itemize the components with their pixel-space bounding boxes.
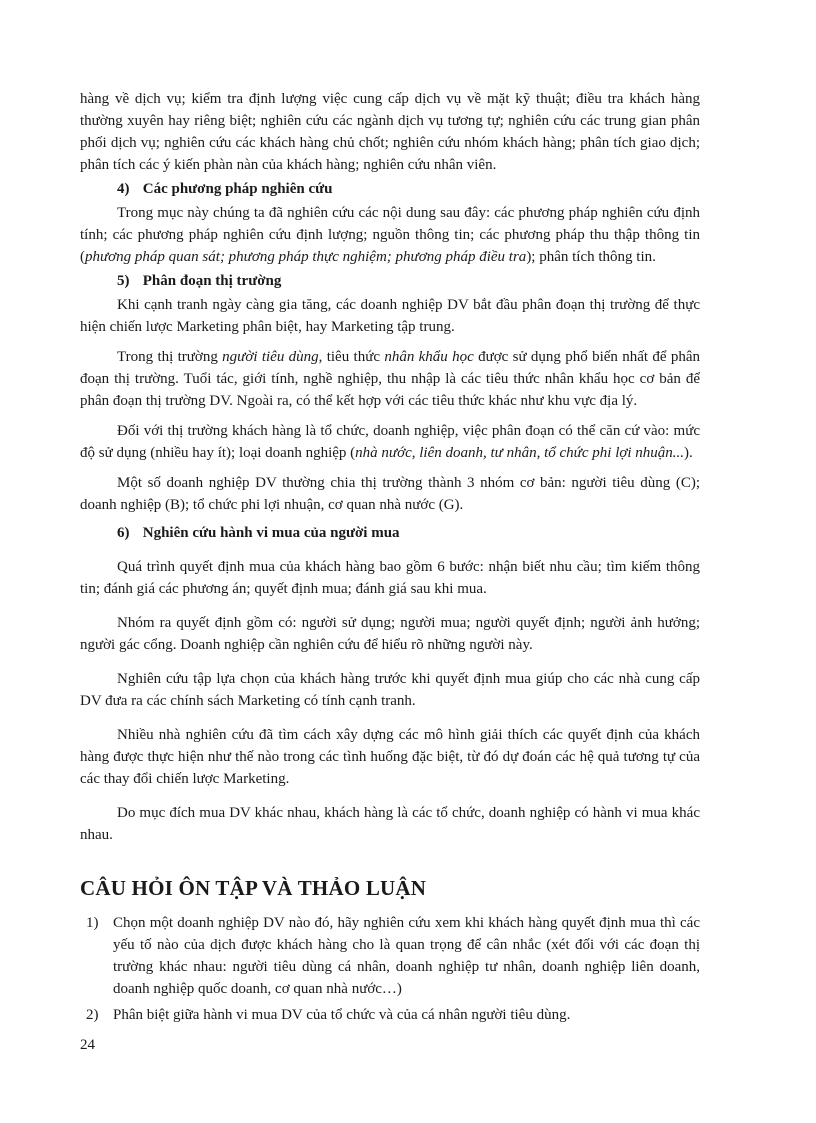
section-5-heading xyxy=(117,270,700,292)
section-5-paragraph-4: Một số doanh nghiệp DV thường chia thị trường thành 3 nhóm cơ bản: người tiêu dùng (C); doanh nghiệp (B); tổ chức phi lợi nhuận, cơ quan nhà nước (G). xyxy=(80,475,700,513)
question-number: 1) xyxy=(86,915,99,931)
section-6-number: 6) xyxy=(117,525,130,541)
review-question-list xyxy=(80,912,700,1026)
section-6-title: Nghiên cứu hành vi mua của người mua xyxy=(142,525,400,541)
section-5-emphasis-consumer: người tiêu dùng xyxy=(222,349,319,365)
review-section-title: CÂU HỎI ÔN TẬP VÀ THẢO LUẬN xyxy=(80,876,427,900)
section-6-heading xyxy=(117,522,700,544)
question-text: Chọn một doanh nghiệp DV nào đó, hãy nghiên cứu xem khi khách hàng quyết định mua thì các yếu tố nào của dịch được khách hàng cho là quan trọng để cân nhắc (xét đối với các đoạn thị trường khác nhau: người tiêu dùng cá nhân, doanh nghiệp tư nhân, doanh nghiệp liên doanh, doanh nghiệp quốc doanh, cơ quan nhà nước…) xyxy=(113,915,700,997)
section-4-number: 4) xyxy=(117,181,130,197)
review-question xyxy=(80,912,700,1000)
section-4-heading xyxy=(117,178,700,200)
intro-paragraph: hàng về dịch vụ; kiểm tra định lượng việc cung cấp dịch vụ về mặt kỹ thuật; điều tra khách hàng thường xuyên hay riêng biệt; nghiên cứu các ngành dịch vụ tương tự; nghiên cứu các trung gian phân phối dịch vụ; nghiên cứu các khách hàng chủ chốt; nghiên cứu nhóm khách hàng; phân tích giao dịch; phân tích các ý kiến phàn nàn của khách hàng; nghiên cứu nhân viên. xyxy=(80,91,700,173)
section-4-emphasis: phương pháp quan sát; phương pháp thực nghiệm; phương pháp điều tra xyxy=(85,249,527,265)
review-question xyxy=(80,1004,700,1026)
section-5-paragraph-2: Trong thị trường người tiêu dùng, tiêu thức nhân khẩu học được sử dụng phổ biến nhất để phân đoạn thị trường. Tuổi tác, giới tính, nghề nghiệp, thu nhập là các tiêu thức nhân khẩu học cơ bản để phân đoạn thị trường DV. Ngoài ra, có thể kết hợp với các tiêu thức khác như khu vực địa lý. xyxy=(80,349,700,409)
section-6-paragraph-1: Quá trình quyết định mua của khách hàng bao gồm 6 bước: nhận biết nhu cầu; tìm kiếm thông tin; đánh giá các phương án; quyết định mua; đánh giá sau khi mua. xyxy=(80,559,700,597)
body-column xyxy=(80,88,700,1030)
section-5-emphasis-demographic: nhân khẩu học xyxy=(384,349,474,365)
section-6-paragraph-4: Nhiều nhà nghiên cứu đã tìm cách xây dựng các mô hình giải thích các quyết định của khách hàng được thực hiện như thế nào trong các tình huống đặc biệt, từ đó dự đoán các hệ quả tương tự của các thay đổi chiến lược Marketing. xyxy=(80,727,700,787)
section-6-paragraph-2: Nhóm ra quyết định gồm có: người sử dụng; người mua; người quyết định; người ảnh hưởng; người gác cổng. Doanh nghiệp cần nghiên cứu để hiểu rõ những người này. xyxy=(80,615,700,653)
section-5-paragraph-3: Đối với thị trường khách hàng là tổ chức, doanh nghiệp, việc phân đoạn có thể căn cứ vào: mức độ sử dụng (nhiều hay ít); loại doanh nghiệp (nhà nước, liên doanh, tư nhân, tổ chức phi lợi nhuận...). xyxy=(80,423,700,461)
section-4-paragraph: Trong mục này chúng ta đã nghiên cứu các nội dung sau đây: các phương pháp nghiên cứu định tính; các phương pháp nghiên cứu định lượng; nguồn thông tin; các phương pháp thu thập thông tin (phương pháp quan sát; phương pháp thực nghiệm; phương pháp điều tra); phân tích thông tin. xyxy=(80,205,700,265)
section-5-paragraph-1: Khi cạnh tranh ngày càng gia tăng, các doanh nghiệp DV bắt đầu phân đoạn thị trường để thực hiện chiến lược Marketing phân biệt, hay Marketing tập trung. xyxy=(80,297,700,335)
section-6-paragraph-3: Nghiên cứu tập lựa chọn của khách hàng trước khi quyết định mua giúp cho các nhà cung cấp DV đưa ra các chính sách Marketing có tính cạnh tranh. xyxy=(80,671,700,709)
section-5-emphasis-org-types: nhà nước, liên doanh, tư nhân, tổ chức phi lợi nhuận... xyxy=(355,445,685,461)
section-5-title: Phân đoạn thị trường xyxy=(142,273,282,289)
section-6-paragraph-5: Do mục đích mua DV khác nhau, khách hàng là các tổ chức, doanh nghiệp có hành vi mua khác nhau. xyxy=(80,805,700,843)
question-text: Phân biệt giữa hành vi mua DV của tổ chức và của cá nhân người tiêu dùng. xyxy=(113,1007,571,1023)
page-number: 24 xyxy=(80,1037,95,1053)
section-4-title: Các phương pháp nghiên cứu xyxy=(142,181,333,197)
question-number: 2) xyxy=(86,1007,99,1023)
section-5-number: 5) xyxy=(117,273,130,289)
